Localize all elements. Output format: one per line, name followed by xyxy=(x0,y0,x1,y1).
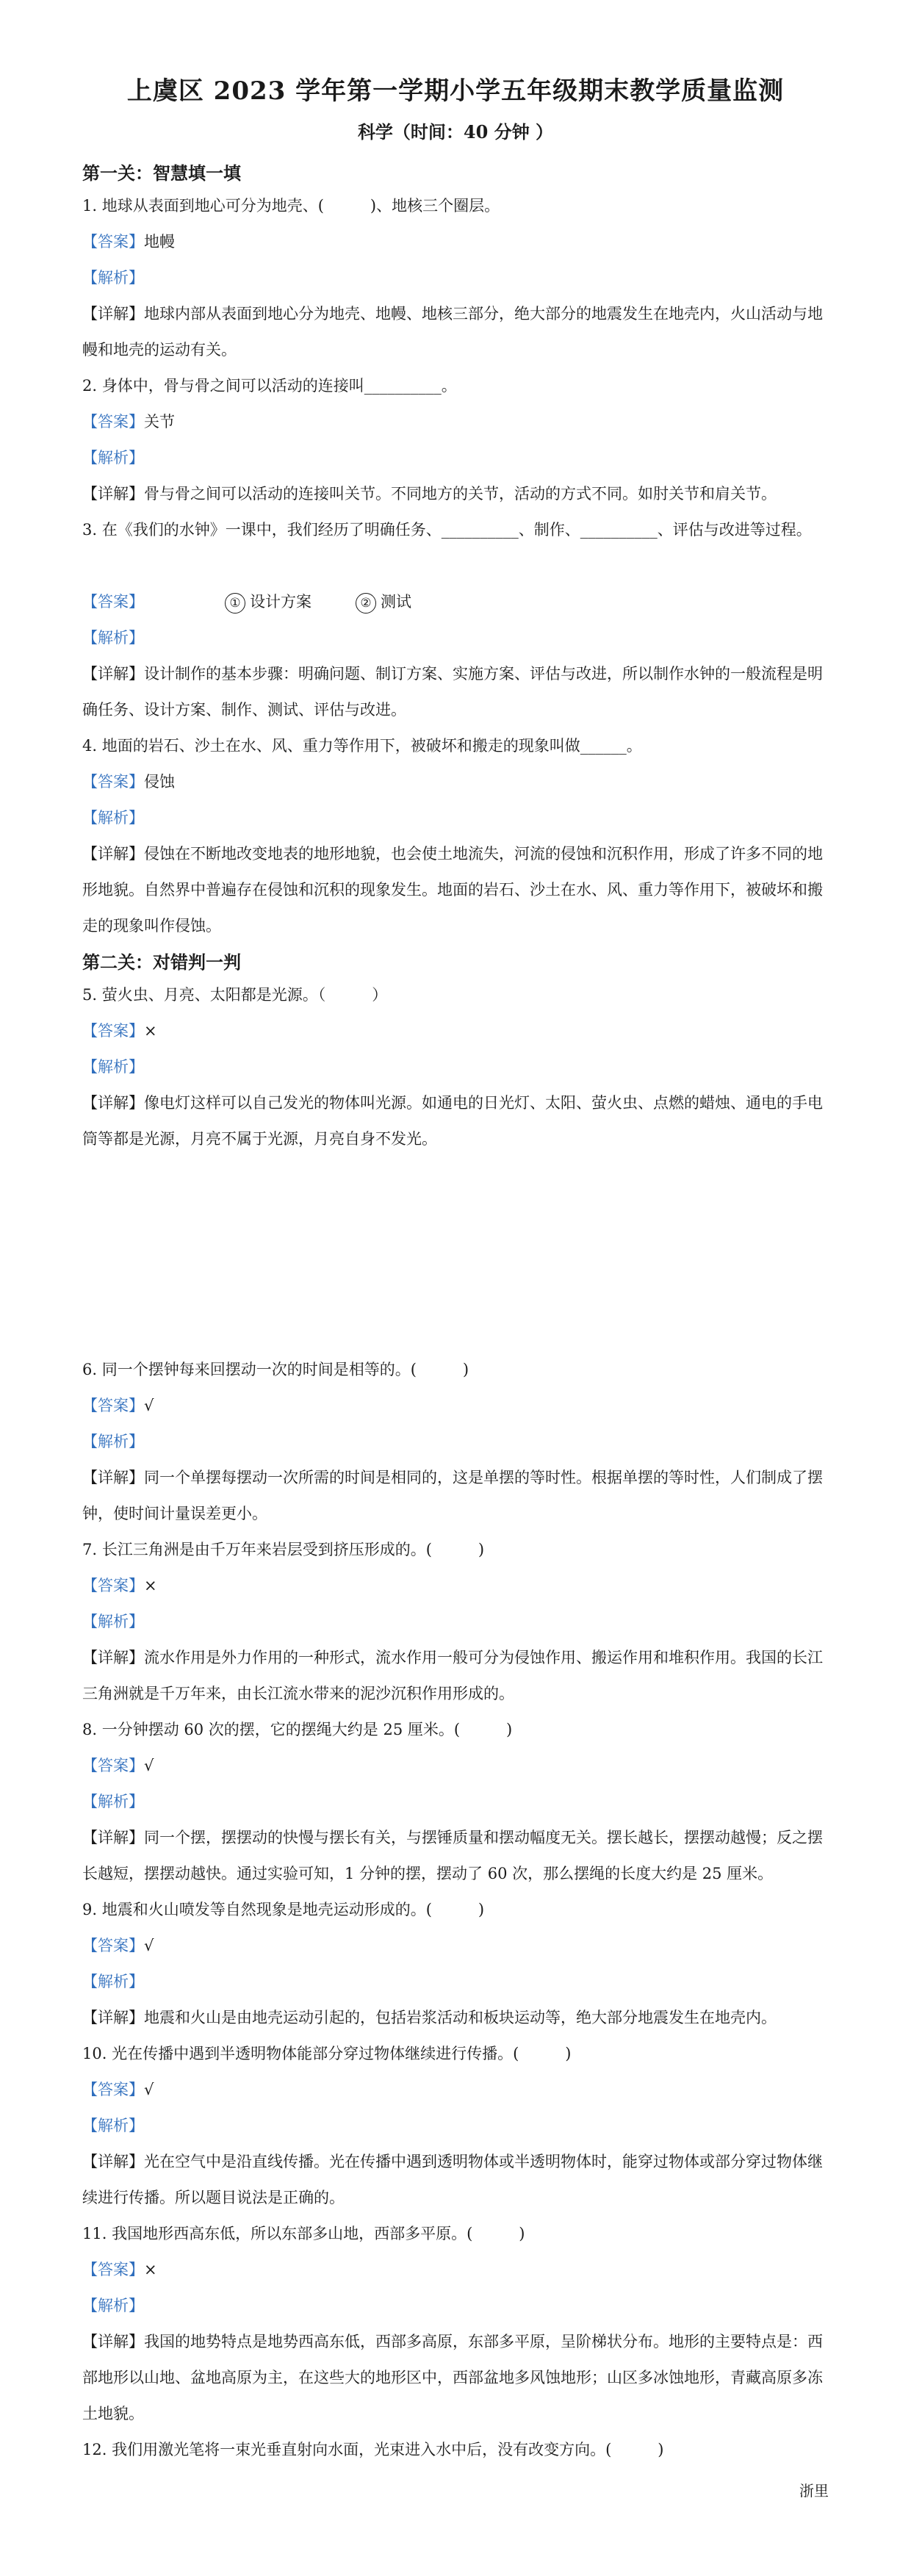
answer-value: √ xyxy=(144,1757,154,1774)
detail-label: 【详解】 xyxy=(82,1094,144,1112)
detail-label: 【详解】 xyxy=(82,845,144,863)
question-text: 2. 身体中，骨与骨之间可以活动的连接叫__________。 xyxy=(82,377,457,395)
answer-line xyxy=(82,764,175,800)
answer-line xyxy=(82,2072,154,2108)
analysis-label: 【解析】 xyxy=(82,1433,144,1450)
detail-label: 【详解】 xyxy=(82,305,144,323)
answer-value: × xyxy=(144,2261,157,2278)
detail-text: 设计制作的基本步骤：明确问题、制订方案、实施方案、评估与改进，所以制作水钟的一般流程是明确任务、设计方案、制作、测试、评估与改进。 xyxy=(82,665,823,719)
answer-value: × xyxy=(144,1022,157,1040)
detail-label: 【详解】 xyxy=(82,485,144,503)
answer-line xyxy=(82,404,175,440)
answer-line xyxy=(82,1568,157,1604)
detail-paragraph xyxy=(82,1460,832,1532)
question-text: 3. 在《我们的水钟》一课中，我们经历了明确任务、__________、制作、__________、评估与改进等过程。 xyxy=(82,521,812,539)
question-text: 12. 我们用激光笔将一束光垂直射向水面，光束进入水中后，没有改变方向。( ) xyxy=(82,2441,664,2458)
question-text: 11. 我国地形西高东低，所以东部多山地，西部多平原。( ) xyxy=(82,2225,525,2242)
detail-label: 【详解】 xyxy=(82,1829,144,1846)
section-heading: 第一关：智慧填一填 xyxy=(82,162,241,184)
detail-text: 同一个摆，摆摆动的快慢与摆长有关，与摆锤质量和摆动幅度无关。摆长越长，摆摆动越慢；反之摆长越短，摆摆动越快。通过实验可知，1 分钟的摆，摆动了 60 次，那么摆绳的长度大约是 25 厘米。 xyxy=(82,1829,823,1882)
detail-text: 像电灯这样可以自己发光的物体叫光源。如通电的日光灯、太阳、萤火虫、点燃的蜡烛、通电的手电筒等都是光源，月亮不属于光源，月亮自身不发光。 xyxy=(82,1094,823,1148)
detail-paragraph xyxy=(82,2000,832,2036)
analysis-label: 【解析】 xyxy=(82,449,144,467)
answer-value: 地幔 xyxy=(144,233,175,251)
analysis-label: 【解析】 xyxy=(82,1058,144,1076)
detail-label: 【详解】 xyxy=(82,1469,144,1486)
answer-value: √ xyxy=(144,1937,154,1954)
analysis-label: 【解析】 xyxy=(82,2117,144,2134)
page-title: 上虞区 2023 学年第一学期小学五年级期末教学质量监测 xyxy=(126,76,785,106)
analysis-label: 【解析】 xyxy=(82,809,144,827)
analysis-label: 【解析】 xyxy=(82,1613,144,1630)
detail-label: 【详解】 xyxy=(82,2153,144,2170)
detail-text: 同一个单摆每摆动一次所需的时间是相同的，这是单摆的等时性。根据单摆的等时性，人们制成了摆钟，使时间计量误差更小。 xyxy=(82,1469,823,1522)
question-text: 9. 地震和火山喷发等自然现象是地壳运动形成的。( ) xyxy=(82,1901,485,1918)
analysis-label: 【解析】 xyxy=(82,1793,144,1810)
question-text: 8. 一分钟摆动 60 次的摆，它的摆绳大约是 25 厘米。( ) xyxy=(82,1721,513,1738)
question-text: 4. 地面的岩石、沙土在水、风、重力等作用下，被破坏和搬走的现象叫做______。 xyxy=(82,737,642,755)
analysis-label: 【解析】 xyxy=(82,629,144,647)
question-text: 10. 光在传播中遇到半透明物体能部分穿过物体继续进行传播。( ) xyxy=(82,2045,572,2062)
detail-label: 【详解】 xyxy=(82,1649,144,1666)
answer-label: 【答案】 xyxy=(82,593,144,611)
detail-paragraph xyxy=(82,2324,832,2432)
answer-value: 测试 xyxy=(381,593,411,611)
answer-label: 【答案】 xyxy=(82,2261,144,2278)
answer-line xyxy=(82,1748,154,1784)
detail-label: 【详解】 xyxy=(82,665,144,683)
detail-paragraph xyxy=(82,2144,832,2216)
detail-paragraph xyxy=(82,1820,832,1892)
analysis-label: 【解析】 xyxy=(82,269,144,287)
answer-value: 侵蚀 xyxy=(144,773,175,791)
question-text: 1. 地球从表面到地心可分为地壳、( )、地核三个圈层。 xyxy=(82,197,500,215)
detail-paragraph xyxy=(82,656,832,728)
answer-label: 【答案】 xyxy=(82,1022,144,1040)
answer-label: 【答案】 xyxy=(82,773,144,791)
answer-value: 关节 xyxy=(144,413,175,431)
answer-line xyxy=(82,584,411,620)
answer-value: √ xyxy=(144,2081,154,2098)
answer-label: 【答案】 xyxy=(82,233,144,251)
page-footer: 浙里 xyxy=(799,2482,829,2500)
answer-line xyxy=(82,2252,157,2288)
detail-text: 地震和火山是由地壳运动引起的，包括岩浆活动和板块运动等，绝大部分地震发生在地壳内。 xyxy=(144,2009,777,2026)
section-heading: 第二关：对错判一判 xyxy=(82,951,241,973)
question-text: 6. 同一个摆钟每来回摆动一次的时间是相等的。( ) xyxy=(82,1361,469,1378)
detail-label: 【详解】 xyxy=(82,2009,144,2026)
answer-line xyxy=(82,1928,154,1964)
answer-number: ② xyxy=(356,593,376,614)
answer-line xyxy=(82,224,175,260)
question-text: 7. 长江三角洲是由千万年来岩层受到挤压形成的。( ) xyxy=(82,1541,485,1558)
answer-label: 【答案】 xyxy=(82,413,144,431)
detail-paragraph xyxy=(82,1085,832,1157)
question-text: 5. 萤火虫、月亮、太阳都是光源。（ ） xyxy=(82,986,388,1004)
detail-paragraph xyxy=(82,296,832,368)
answer-line xyxy=(82,1388,154,1424)
detail-text: 我国的地势特点是地势西高东低，西部多高原，东部多平原，呈阶梯状分布。地形的主要特点是：西部地形以山地、盆地高原为主，在这些大的地形区中，西部盆地多风蚀地形；山区多冰蚀地形，青藏高原多冻土地貌。 xyxy=(82,2333,823,2422)
detail-text: 骨与骨之间可以活动的连接叫关节。不同地方的关节，活动的方式不同。如肘关节和肩关节。 xyxy=(144,485,777,503)
detail-text: 光在空气中是沿直线传播。光在传播中遇到透明物体或半透明物体时，能穿过物体或部分穿过物体继续进行传播。所以题目说法是正确的。 xyxy=(82,2153,823,2206)
answer-label: 【答案】 xyxy=(82,1757,144,1774)
answer-line xyxy=(82,1013,157,1049)
detail-text: 流水作用是外力作用的一种形式，流水作用一般可分为侵蚀作用、搬运作用和堆积作用。我国的长江三角洲就是千万年来，由长江流水带来的泥沙沉积作用形成的。 xyxy=(82,1649,823,1702)
analysis-label: 【解析】 xyxy=(82,2297,144,2314)
answer-label: 【答案】 xyxy=(82,2081,144,2098)
detail-paragraph xyxy=(82,476,832,512)
answer-label: 【答案】 xyxy=(82,1397,144,1414)
answer-value: √ xyxy=(144,1397,154,1414)
answer-label: 【答案】 xyxy=(82,1577,144,1594)
exam-subtitle: 科学（时间：40 分钟 ） xyxy=(357,121,554,143)
detail-paragraph xyxy=(82,1640,832,1712)
answer-value: 设计方案 xyxy=(250,593,312,611)
detail-text: 侵蚀在不断地改变地表的地形地貌，也会使土地流失，河流的侵蚀和沉积作用，形成了许多不同的地形地貌。自然界中普遍存在侵蚀和沉积的现象发生。地面的岩石、沙土在水、风、重力等作用下，被破坏和搬走的现象叫作侵蚀。 xyxy=(82,845,823,935)
detail-paragraph xyxy=(82,836,832,944)
answer-number: ① xyxy=(225,593,245,614)
answer-label: 【答案】 xyxy=(82,1937,144,1954)
detail-text: 地球内部从表面到地心分为地壳、地幔、地核三部分，绝大部分的地震发生在地壳内，火山活动与地幔和地壳的运动有关。 xyxy=(82,305,823,359)
answer-value: × xyxy=(144,1577,157,1594)
analysis-label: 【解析】 xyxy=(82,1973,144,1990)
detail-label: 【详解】 xyxy=(82,2333,144,2350)
